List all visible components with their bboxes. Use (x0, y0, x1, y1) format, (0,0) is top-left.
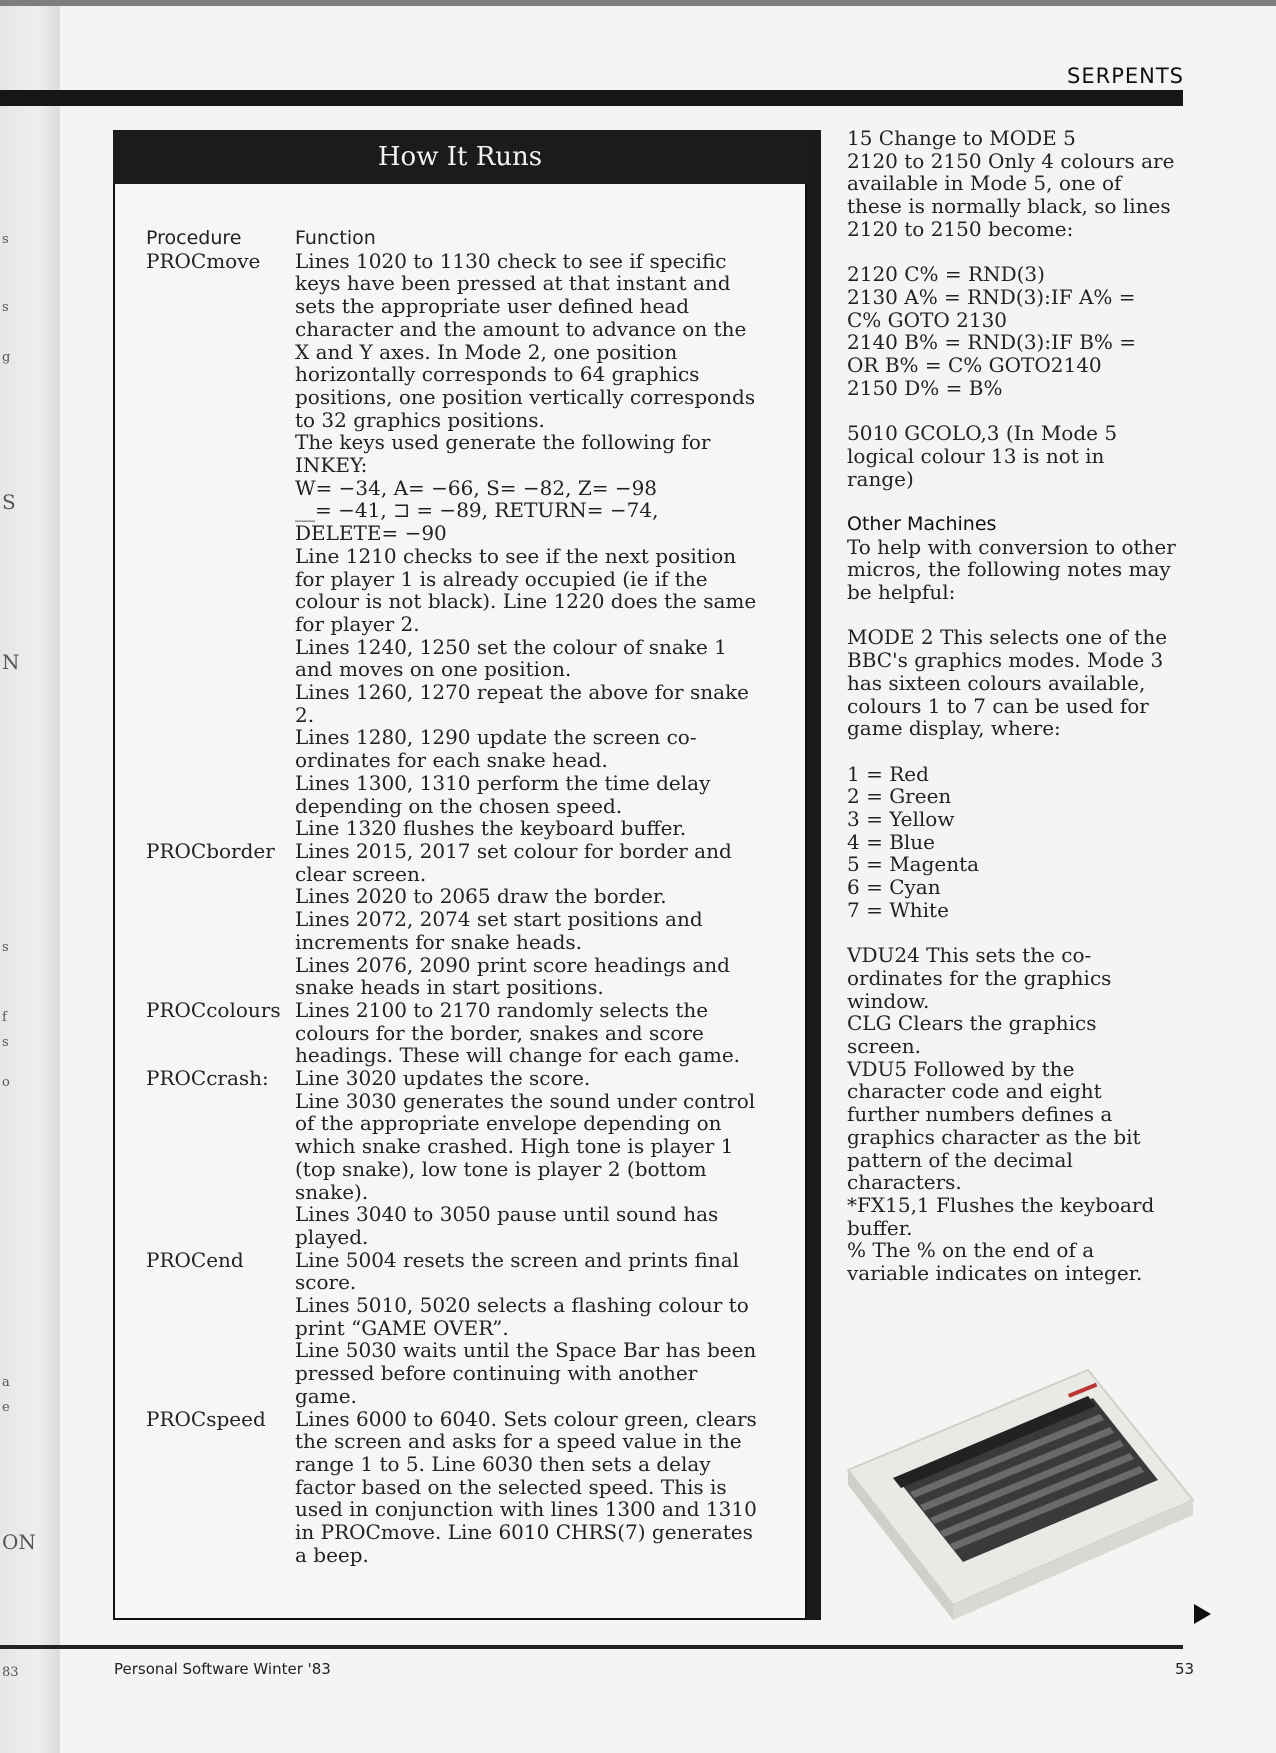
function-line: horizontally corresponds to 64 graphics (295, 362, 700, 387)
function-line: increments for snake heads. (295, 929, 583, 954)
function-line: Lines 1300, 1310 perform the time delay (295, 770, 711, 795)
function-line: game. (295, 1383, 357, 1408)
spine-text-fragment: g (2, 350, 11, 365)
colour-list-item: 7 = White (847, 897, 949, 922)
colour-list-item: 5 = Magenta (847, 852, 980, 877)
text-line: variable indicates on integer. (847, 1261, 1143, 1286)
function-line: snake). (295, 1179, 369, 1204)
text-line: graphics character as the bit (847, 1124, 1141, 1149)
text-line: C% GOTO 2130 (847, 307, 1008, 332)
colour-list-item: 4 = Blue (847, 829, 936, 854)
function-line: keys have been pressed at that instant and (295, 271, 731, 296)
function-line: The keys used generate the following for (295, 430, 711, 455)
function-line: Line 5030 waits until the Space Bar has been (295, 1338, 757, 1363)
function-description (295, 1249, 786, 1408)
procedure-header: Procedure (146, 227, 242, 249)
text-block-block6 (847, 944, 1187, 1285)
function-line: Lines 2100 to 2170 randomly selects the (295, 997, 709, 1022)
procedure-table (146, 227, 786, 1566)
function-line: to 32 graphics positions. (295, 407, 545, 432)
text-line: 2150 D% = B% (847, 375, 1003, 400)
function-description (295, 250, 786, 840)
function-line: colours for the border, snakes and score (295, 1020, 704, 1045)
text-line: 2120 to 2150 Only 4 colours are (847, 148, 1175, 173)
function-line: factor based on the selected speed. This is (295, 1474, 727, 1499)
function-line: Lines 2072, 2074 set start positions and (295, 907, 703, 932)
text-line: colours 1 to 7 can be used for (847, 693, 1149, 718)
text-line: ordinates for the graphics (847, 965, 1112, 990)
text-line: characters. (847, 1170, 962, 1195)
text-block-block2 (847, 263, 1187, 399)
text-line: be helpful: (847, 580, 956, 605)
text-line: further numbers defines a (847, 1102, 1113, 1127)
computer-photo (838, 1330, 1198, 1630)
function-line: ordinates for each snake head. (295, 748, 608, 773)
function-line: print “GAME OVER”. (295, 1315, 509, 1340)
function-line: 2. (295, 702, 315, 727)
spine-text-fragment: N (2, 650, 20, 674)
header-rule (0, 90, 1183, 106)
function-line: for player 2. (295, 611, 420, 636)
text-line: game display, where: (847, 716, 1061, 741)
procedure-name: PROCend (146, 1247, 244, 1272)
procedure-name: PROCspeed (146, 1406, 266, 1431)
function-line: W= −34, A= −66, S= −82, Z= −98 (295, 475, 658, 500)
text-block-block3 (847, 422, 1187, 490)
colour-list-item: 3 = Yellow (847, 807, 955, 832)
function-header: Function (295, 227, 376, 249)
footer-rule (0, 1645, 1183, 1649)
procedure-row (146, 1408, 786, 1567)
text-line: these is normally black, so lines (847, 194, 1171, 219)
function-line: and moves on one position. (295, 657, 572, 682)
spine-text-fragment: ON (2, 1530, 36, 1554)
text-line: buffer. (847, 1215, 913, 1240)
function-line: colour is not black). Line 1220 does the same (295, 589, 757, 614)
text-line: 15 Change to MODE 5 (847, 126, 1076, 150)
function-line: clear screen. (295, 861, 427, 886)
function-line: X and Y axes. In Mode 2, one position (295, 339, 678, 364)
footer-publication: Personal Software Winter '83 (114, 1660, 331, 1678)
procedure-row (146, 840, 786, 999)
function-line: Lines 1280, 1290 update the screen co- (295, 725, 697, 750)
function-description (295, 1408, 786, 1567)
function-line: Lines 3040 to 3050 pause until sound has (295, 1202, 719, 1227)
function-line: Lines 1260, 1270 repeat the above for snake (295, 680, 749, 705)
text-line: 2140 B% = RND(3):IF B% = (847, 330, 1137, 355)
spine-text-fragment: s (2, 300, 9, 315)
other-machines-heading: Other Machines (847, 512, 997, 535)
procedure-name: PROCmove (146, 248, 261, 273)
spine-text-fragment: a (2, 1375, 10, 1390)
function-line: INKEY: (295, 453, 368, 478)
text-line: 2130 A% = RND(3):IF A% = (847, 284, 1136, 309)
function-line: (top snake), low tone is player 2 (bottom (295, 1156, 707, 1181)
spine-text-fragment: e (2, 1400, 10, 1415)
spine-text-fragment: f (2, 1010, 7, 1025)
spine-text-fragment: 83 (2, 1665, 19, 1680)
function-line: for player 1 is already occupied (ie if the (295, 566, 708, 591)
text-line: OR B% = C% GOTO2140 (847, 353, 1102, 378)
function-description (295, 1067, 786, 1249)
text-line: screen. (847, 1034, 921, 1059)
text-line: CLG Clears the graphics (847, 1011, 1097, 1036)
procedure-row (146, 999, 786, 1067)
right-column (847, 127, 1187, 1285)
text-line: 2120 to 2150 become: (847, 216, 1074, 241)
spine-text-fragment: o (2, 1075, 10, 1090)
procedure-row (146, 1067, 786, 1249)
procedure-name: PROCcolours (146, 997, 281, 1022)
colour-list-item: 2 = Green (847, 784, 952, 809)
panel-title: How It Runs (113, 130, 807, 184)
function-line: snake heads in start positions. (295, 975, 604, 1000)
function-line: Lines 2076, 2090 print score headings and (295, 952, 730, 977)
function-line: __= −41, ⊐ = −89, RETURN= −74, (295, 498, 659, 523)
function-line: Lines 2020 to 2065 draw the border. (295, 884, 667, 909)
function-line: played. (295, 1224, 369, 1249)
spine-text-fragment: s (2, 1035, 9, 1050)
function-line: Lines 2015, 2017 set colour for border and (295, 838, 732, 863)
function-line: Line 3030 generates the sound under control (295, 1088, 756, 1113)
text-block-block5 (847, 626, 1187, 740)
text-block-block4 (847, 536, 1187, 604)
function-description (295, 840, 786, 999)
text-line: has sixteen colours available, (847, 670, 1146, 695)
procedure-row (146, 250, 786, 840)
function-line: depending on the chosen speed. (295, 793, 623, 818)
text-line: range) (847, 466, 914, 491)
text-line: window. (847, 988, 930, 1013)
text-line: pattern of the decimal (847, 1147, 1073, 1172)
function-line: the screen and asks for a speed value in the (295, 1429, 742, 1454)
colour-list-item: 1 = Red (847, 761, 929, 786)
function-line: pressed before continuing with another (295, 1361, 698, 1386)
function-line: range 1 to 5. Line 6030 then sets a delay (295, 1451, 711, 1476)
procedure-row (146, 1249, 786, 1408)
text-block-colours (847, 763, 1187, 922)
function-line: a beep. (295, 1542, 369, 1567)
function-line: Lines 1020 to 1130 check to see if specific (295, 248, 727, 273)
table-header-row (146, 227, 786, 250)
function-line: in PROCmove. Line 6010 CHRS(7) generates (295, 1520, 753, 1545)
text-line: available in Mode 5, one of (847, 171, 1122, 196)
function-line: of the appropriate envelope depending on (295, 1111, 722, 1136)
text-line: character code and eight (847, 1079, 1102, 1104)
spine-text-fragment: S (2, 490, 16, 514)
spine-text-fragment: s (2, 232, 9, 247)
text-line: 5010 GCOLO,3 (In Mode 5 (847, 421, 1118, 446)
text-line: 2120 C% = RND(3) (847, 262, 1045, 287)
function-description (295, 999, 786, 1067)
function-line: Lines 1240, 1250 set the colour of snake 1 (295, 634, 727, 659)
section-header: SERPENTS (1067, 64, 1184, 88)
function-line: Line 5004 resets the screen and prints final (295, 1247, 740, 1272)
left-page-spine (0, 0, 60, 1753)
spine-text-fragment: s (2, 940, 9, 955)
text-line: VDU5 Followed by the (847, 1056, 1075, 1081)
procedure-name: PROCborder (146, 838, 275, 863)
function-line: Lines 6000 to 6040. Sets colour green, clears (295, 1406, 757, 1431)
text-block-block1 (847, 127, 1187, 241)
procedure-name: PROCcrash: (146, 1066, 269, 1091)
page-number: 53 (1175, 1660, 1195, 1678)
function-line: Lines 5010, 5020 selects a flashing colour to (295, 1293, 749, 1318)
text-line: logical colour 13 is not in (847, 443, 1105, 468)
continue-arrow-icon (1194, 1604, 1211, 1624)
function-line: score. (295, 1270, 357, 1295)
function-line: Line 1320 flushes the keyboard buffer. (295, 816, 687, 841)
function-line: which snake crashed. High tone is player 1 (295, 1134, 734, 1159)
function-line: sets the appropriate user defined head (295, 294, 690, 319)
panel-shadow (807, 130, 821, 1620)
text-line: % The % on the end of a (847, 1238, 1095, 1263)
text-line: micros, the following notes may (847, 557, 1171, 582)
function-line: used in conjunction with lines 1300 and 1310 (295, 1497, 757, 1522)
text-line: VDU24 This sets the co- (847, 943, 1092, 968)
function-line: DELETE= −90 (295, 521, 447, 546)
function-line: character and the amount to advance on the (295, 316, 747, 341)
function-line: Line 1210 checks to see if the next position (295, 543, 737, 568)
text-line: BBC's graphics modes. Mode 3 (847, 648, 1164, 673)
text-line: *FX15,1 Flushes the keyboard (847, 1192, 1155, 1217)
text-line: To help with conversion to other (847, 534, 1176, 559)
colour-list-item: 6 = Cyan (847, 875, 941, 900)
top-edge (0, 0, 1276, 6)
function-line: headings. These will change for each game. (295, 1043, 741, 1068)
text-line: MODE 2 This selects one of the (847, 625, 1168, 650)
function-line: positions, one position vertically corresponds (295, 384, 756, 409)
function-line: Line 3020 updates the score. (295, 1066, 591, 1091)
